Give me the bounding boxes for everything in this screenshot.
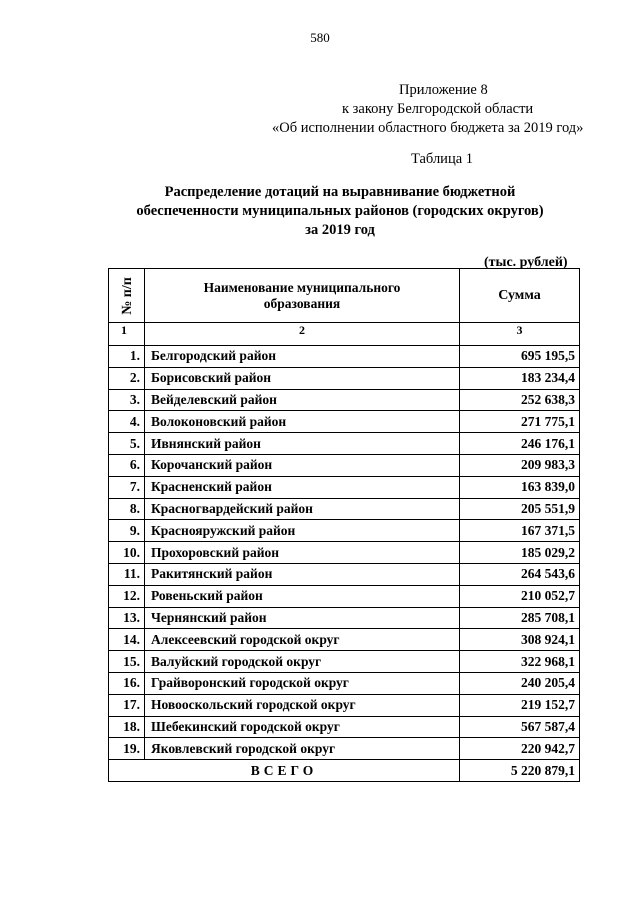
row-number: 19. — [109, 738, 145, 760]
row-number: 7. — [109, 476, 145, 498]
table-row — [109, 694, 580, 716]
row-value: 695 195,5 — [460, 346, 580, 368]
page-number: 580 — [310, 30, 330, 45]
table-row — [109, 346, 580, 368]
table-row — [109, 542, 580, 564]
column-header-sum: Сумма — [460, 269, 580, 323]
row-value: 210 052,7 — [460, 585, 580, 607]
row-name: Красногвардейский район — [145, 498, 460, 520]
table-row — [109, 367, 580, 389]
row-name: Волоконовский район — [145, 411, 460, 433]
units-label: (тыс. рублей) — [484, 255, 568, 270]
row-number: 13. — [109, 607, 145, 629]
row-number: 11. — [109, 563, 145, 585]
appendix-law-ref: к закону Белгородской области — [342, 101, 534, 117]
table-row — [109, 411, 580, 433]
row-number: 5. — [109, 433, 145, 455]
row-number: 16. — [109, 672, 145, 694]
row-number: 8. — [109, 498, 145, 520]
row-number: 17. — [109, 694, 145, 716]
row-value: 308 924,1 — [460, 629, 580, 651]
table-row — [109, 498, 580, 520]
column-header-number — [109, 269, 145, 323]
row-value: 240 205,4 — [460, 672, 580, 694]
row-value: 285 708,1 — [460, 607, 580, 629]
row-name: Ровеньский район — [145, 585, 460, 607]
row-value: 163 839,0 — [460, 476, 580, 498]
table-row — [109, 433, 580, 455]
title-line-3: за 2019 год — [305, 222, 375, 238]
table-row — [109, 454, 580, 476]
row-name: Краснояружский район — [145, 520, 460, 542]
table-row — [109, 585, 580, 607]
row-number: 10. — [109, 542, 145, 564]
row-value: 205 551,9 — [460, 498, 580, 520]
row-name: Ивнянский район — [145, 433, 460, 455]
table-row — [109, 607, 580, 629]
table-row — [109, 651, 580, 673]
row-number: 4. — [109, 411, 145, 433]
row-value: 264 543,6 — [460, 563, 580, 585]
appendix-heading: Приложение 8 — [399, 82, 488, 98]
table-row — [109, 738, 580, 760]
column-index-2: 2 — [145, 323, 460, 346]
row-number: 6. — [109, 454, 145, 476]
row-name: Прохоровский район — [145, 542, 460, 564]
row-number: 12. — [109, 585, 145, 607]
column-header-name — [145, 269, 460, 323]
row-name: Чернянский район — [145, 607, 460, 629]
row-value: 219 152,7 — [460, 694, 580, 716]
row-number: 2. — [109, 367, 145, 389]
row-number: 9. — [109, 520, 145, 542]
row-value: 252 638,3 — [460, 389, 580, 411]
table-row — [109, 629, 580, 651]
row-name: Корочанский район — [145, 454, 460, 476]
row-name: Ракитянский район — [145, 563, 460, 585]
table-row — [109, 389, 580, 411]
row-value: 167 371,5 — [460, 520, 580, 542]
table-row — [109, 476, 580, 498]
row-value: 183 234,4 — [460, 367, 580, 389]
row-value: 185 029,2 — [460, 542, 580, 564]
column-header-name-line-2: образования — [263, 295, 341, 311]
table-row — [109, 672, 580, 694]
total-label: ВСЕГО — [109, 760, 460, 782]
row-name: Шебекинский городской округ — [145, 716, 460, 738]
table-row — [109, 520, 580, 542]
document-title — [60, 183, 620, 240]
row-value: 220 942,7 — [460, 738, 580, 760]
row-value: 567 587,4 — [460, 716, 580, 738]
subsidy-table — [108, 268, 580, 782]
column-index-row — [109, 323, 580, 346]
total-row — [109, 760, 580, 782]
row-name: Красненский район — [145, 476, 460, 498]
title-line-1: Распределение дотаций на выравнивание бюджетной — [164, 184, 516, 200]
column-index-3: 3 — [460, 323, 580, 346]
table-header-row — [109, 269, 580, 323]
row-name: Новооскольский городской округ — [145, 694, 460, 716]
row-number: 14. — [109, 629, 145, 651]
row-name: Алексеевский городской округ — [145, 629, 460, 651]
column-index-1: 1 — [109, 323, 145, 346]
row-number: 18. — [109, 716, 145, 738]
column-header-number-text: № п/п — [119, 277, 135, 315]
row-number: 15. — [109, 651, 145, 673]
total-value: 5 220 879,1 — [460, 760, 580, 782]
row-value: 209 983,3 — [460, 454, 580, 476]
row-name: Валуйский городской округ — [145, 651, 460, 673]
row-value: 271 775,1 — [460, 411, 580, 433]
row-name: Вейделевский район — [145, 389, 460, 411]
column-header-name-line-1: Наименование муниципального — [203, 279, 401, 295]
row-name: Белгородский район — [145, 346, 460, 368]
row-value: 322 968,1 — [460, 651, 580, 673]
title-line-2: обеспеченности муниципальных районов (городских округов) — [136, 203, 544, 219]
row-number: 3. — [109, 389, 145, 411]
row-number: 1. — [109, 346, 145, 368]
table-body — [109, 346, 580, 760]
table-row — [109, 563, 580, 585]
appendix-law-title: «Об исполнении областного бюджета за 2019 год» — [272, 120, 584, 136]
table-label: Таблица 1 — [411, 151, 474, 167]
table-row — [109, 716, 580, 738]
row-value: 246 176,1 — [460, 433, 580, 455]
row-name: Яковлевский городской округ — [145, 738, 460, 760]
row-name: Грайворонский городской округ — [145, 672, 460, 694]
row-name: Борисовский район — [145, 367, 460, 389]
